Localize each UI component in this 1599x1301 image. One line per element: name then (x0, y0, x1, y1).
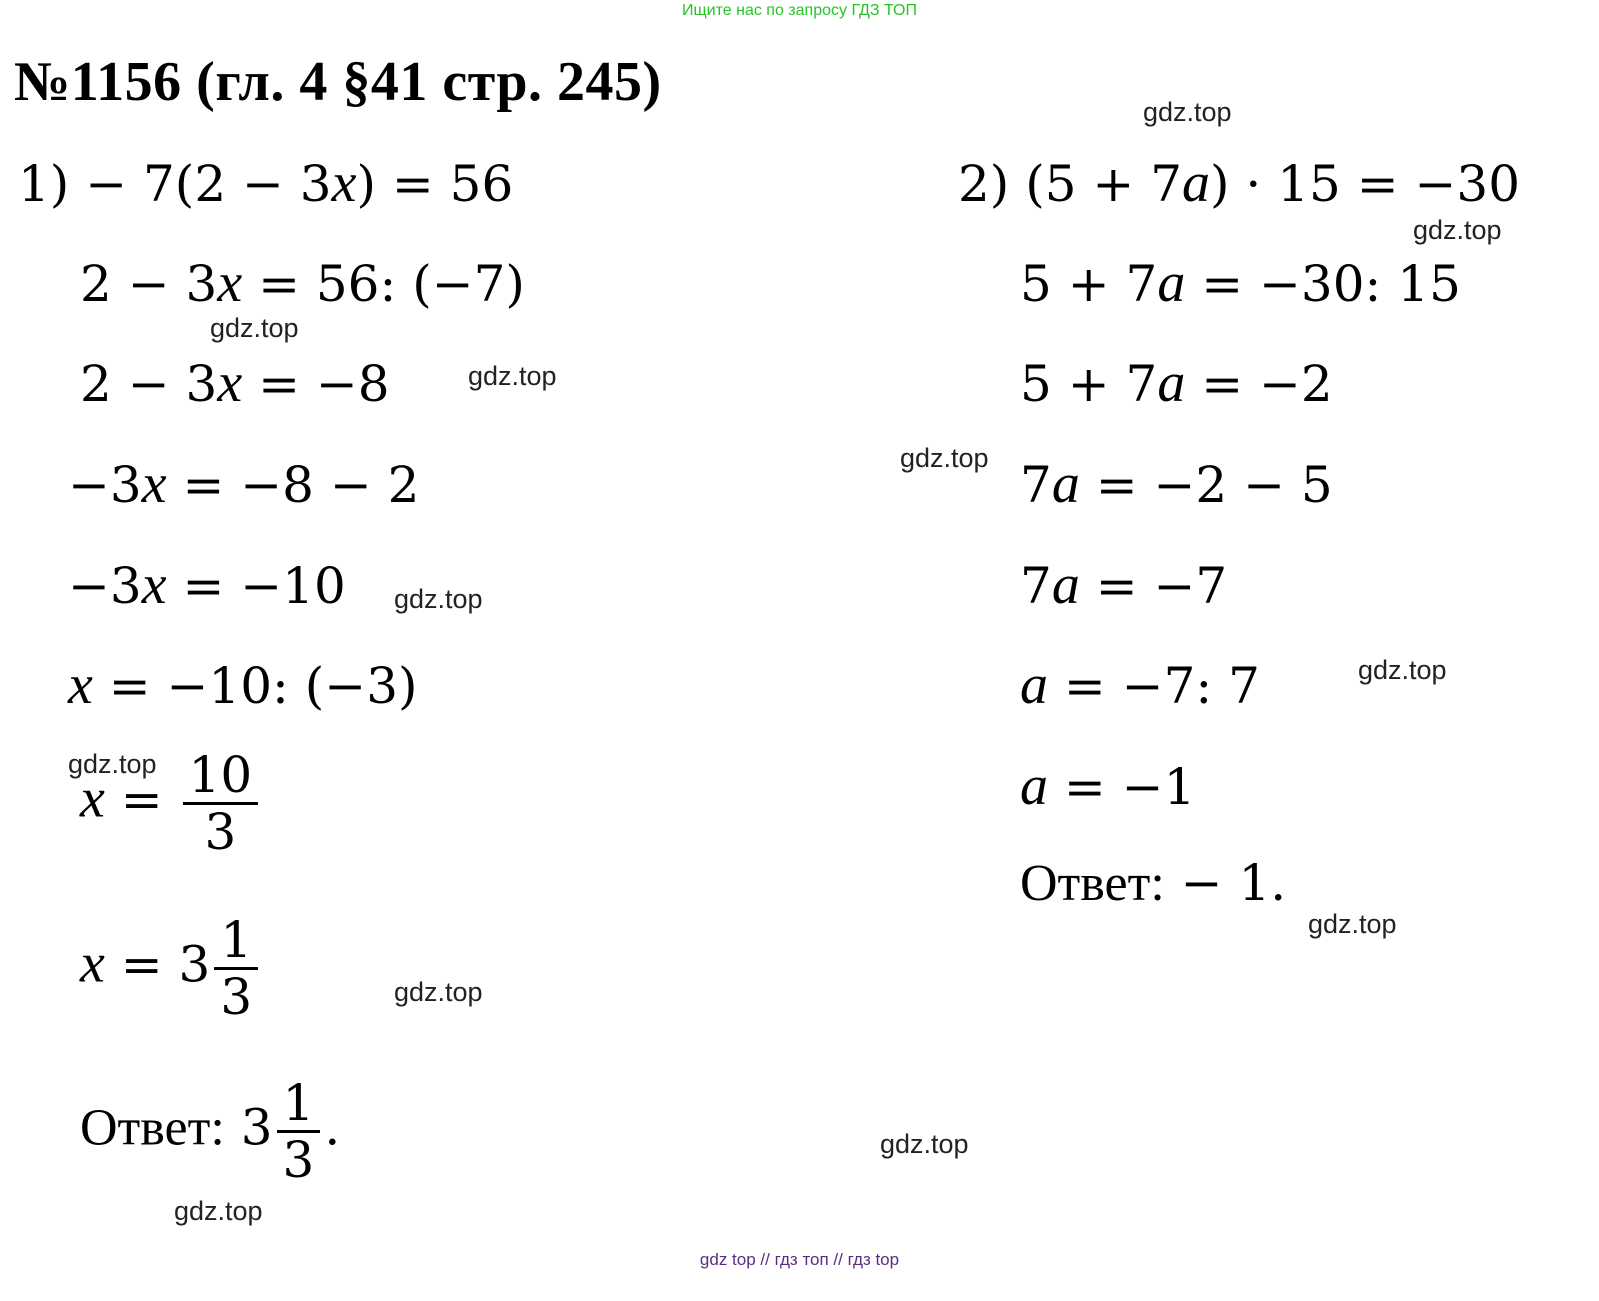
watermark: gdz.top (210, 313, 299, 343)
answer-2: Ответ: − 1. (1020, 854, 1287, 912)
watermark: gdz.top (174, 1196, 263, 1226)
equation-1-step-3: −3x = −8 − 2 (68, 453, 420, 515)
watermark: gdz.top (1358, 655, 1447, 685)
watermark: gdz.top (68, 749, 157, 779)
equation-1-header: 1) − 7(2 − 3x) = 56 (18, 152, 514, 214)
watermark: gdz.top (394, 584, 483, 614)
equation-2-step-1: 5 + 7a = −30: 15 (1020, 252, 1461, 314)
equation-2-step-3: 7a = −2 − 5 (1020, 453, 1333, 515)
fraction: $\frac{10}{3}$ (183, 750, 259, 857)
equation-1-step-5: x = −10: (−3) (68, 654, 418, 716)
fraction: $\frac{1}{3}$ (214, 915, 258, 1022)
watermark: gdz.top (394, 977, 483, 1007)
equation-1-step-4: −3x = −10 (68, 554, 346, 616)
equation-2-step-5: a = −7: 7 (1020, 654, 1260, 716)
watermark: gdz.top (1143, 97, 1232, 127)
watermark: gdz.top (1308, 909, 1397, 939)
equation-2-step-6: a = −1 (1020, 755, 1196, 817)
watermark: gdz.top (880, 1129, 969, 1159)
watermark: gdz.top (468, 361, 557, 391)
fraction: $\frac{1}{3}$ (277, 1078, 321, 1185)
top-banner: Ищите нас по запросу ГДЗ ТОП (682, 2, 917, 19)
answer-1: Ответ: 3 $\frac{1}{3}$ . (80, 1074, 341, 1189)
page-title: №1156 (гл. 4 §41 стр. 245) (14, 51, 662, 113)
watermark: gdz.top (1413, 215, 1502, 245)
equation-1-step-2: 2 − 3x = −8 (80, 352, 390, 414)
equation-2-header: 2) (5 + 7a) · 15 = −30 (958, 152, 1521, 214)
equation-1-step-7: x = 3 $\frac{1}{3}$ (80, 915, 262, 1022)
equation-1-step-1: 2 − 3x = 56: (−7) (80, 252, 525, 314)
watermark: gdz.top (900, 443, 989, 473)
equation-1-step-6: x = $\frac{10}{3}$ (80, 750, 262, 857)
footer-watermark: gdz top // гдз топ // гдз top (699, 1250, 900, 1269)
equation-2-step-2: 5 + 7a = −2 (1020, 352, 1333, 414)
equation-2-step-4: 7a = −7 (1020, 554, 1228, 616)
